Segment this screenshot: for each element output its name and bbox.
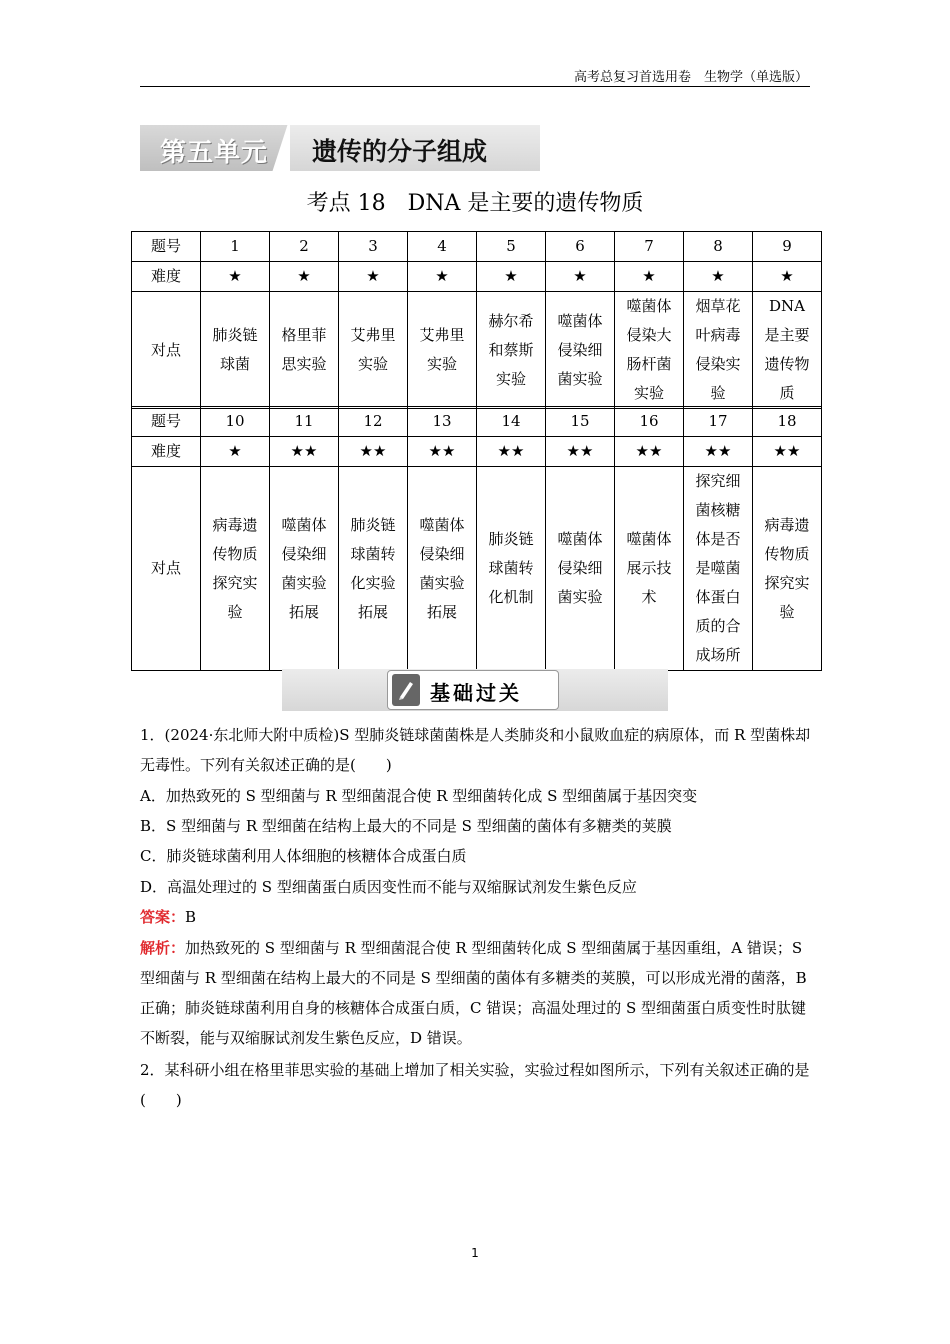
table-cell: 噬菌体侵染细菌实验 — [546, 467, 615, 671]
table-row-difficulty — [132, 437, 822, 467]
question-2-stem: 2．某科研小组在格里菲思实验的基础上增加了相关实验，实验过程如图所示，下列有关叙述正确的是( ) — [140, 1061, 810, 1109]
unit-label: 第五单元 — [160, 138, 269, 168]
answer-label: 答案： — [140, 908, 186, 926]
basic-section-banner — [282, 669, 668, 711]
table-cell: 艾弗里实验 — [408, 292, 477, 409]
star-rating: ★ — [546, 262, 615, 292]
table-cell: DNA是主要遗传物质 — [753, 292, 822, 409]
table-cell: 15 — [546, 407, 615, 437]
table-cell: 18 — [753, 407, 822, 437]
table-cell: 肺炎链球菌转化机制 — [477, 467, 546, 671]
question-1-option-b: B．S 型细菌与 R 型细菌在结构上最大的不同是 S 型细菌的菌体有多糖类的荚膜 — [140, 817, 672, 835]
table-cell: 肺炎链球菌 — [201, 292, 270, 409]
table-cell: 烟草花叶病毒侵染实验 — [684, 292, 753, 409]
analysis-label: 解析： — [140, 939, 186, 957]
row-label: 题号 — [132, 232, 201, 262]
question-1-analysis — [140, 933, 812, 1053]
table-cell: 5 — [477, 232, 546, 262]
star-rating: ★ — [201, 262, 270, 292]
table-cell: 1 — [201, 232, 270, 262]
star-rating: ★★ — [684, 437, 753, 467]
table-row-num — [132, 232, 822, 262]
question-1-option-d: D．高温处理过的 S 型细菌蛋白质因变性而不能与双缩脲试剂发生紫色反应 — [140, 878, 637, 896]
table-cell: 7 — [615, 232, 684, 262]
table-cell: 噬菌体展示技术 — [615, 467, 684, 671]
header-text: 高考总复习首选用卷 生物学（单选版） — [573, 70, 808, 85]
table-cell: 8 — [684, 232, 753, 262]
star-rating: ★★ — [615, 437, 684, 467]
basic-label: 基础过关 — [430, 681, 522, 705]
pencil-icon — [392, 674, 420, 706]
unit-title-box — [290, 125, 540, 171]
basic-label-box — [387, 670, 559, 710]
row-label: 对点 — [132, 292, 201, 409]
table-cell: 13 — [408, 407, 477, 437]
question-1-option-c: C．肺炎链球菌利用人体细胞的核糖体合成蛋白质 — [140, 847, 467, 865]
table-cell: 格里菲思实验 — [270, 292, 339, 409]
table-cell: 6 — [546, 232, 615, 262]
table-cell: 噬菌体侵染细菌实验拓展 — [408, 467, 477, 671]
table-cell: 噬菌体侵染大肠杆菌实验 — [615, 292, 684, 409]
table-cell: 赫尔希和蔡斯实验 — [477, 292, 546, 409]
table-cell: 16 — [615, 407, 684, 437]
table-cell: 4 — [408, 232, 477, 262]
star-rating: ★ — [753, 262, 822, 292]
row-label: 对点 — [132, 467, 201, 671]
question-1-answer — [140, 902, 812, 932]
answer-value: B — [185, 908, 197, 926]
table-row-topic — [132, 292, 822, 409]
table-cell: 11 — [270, 407, 339, 437]
unit-label-box — [140, 125, 290, 171]
row-label: 题号 — [132, 407, 201, 437]
star-rating: ★ — [615, 262, 684, 292]
table-row-num — [132, 407, 822, 437]
table-cell: 病毒遗传物质探究实验 — [201, 467, 270, 671]
table-row-topic — [132, 467, 822, 671]
difficulty-table-1 — [131, 231, 822, 409]
section-title: 考点 18 DNA 是主要的遗传物质 — [306, 191, 644, 216]
table-cell: 14 — [477, 407, 546, 437]
table-cell: 噬菌体侵染细菌实验拓展 — [270, 467, 339, 671]
star-rating: ★★ — [408, 437, 477, 467]
page-header — [140, 64, 810, 87]
table-cell: 探究细菌核糖体是否是噬菌体蛋白质的合成场所 — [684, 467, 753, 671]
star-rating: ★ — [270, 262, 339, 292]
table-cell: 9 — [753, 232, 822, 262]
star-rating: ★★ — [270, 437, 339, 467]
table-cell: 2 — [270, 232, 339, 262]
question-1-option-a: A．加热致死的 S 型细菌与 R 型细菌混合使 R 型细菌转化成 S 型细菌属于基因突变 — [140, 787, 698, 805]
table-cell: 12 — [339, 407, 408, 437]
question-1-stem: 1．(2024·东北师大附中质检)S 型肺炎链球菌菌株是人类肺炎和小鼠败血症的病原体，而 R 型菌株却无毒性。下列有关叙述正确的是( ) — [140, 726, 811, 774]
table-cell: 艾弗里实验 — [339, 292, 408, 409]
star-rating: ★★ — [339, 437, 408, 467]
row-label: 难度 — [132, 262, 201, 292]
star-rating: ★★ — [753, 437, 822, 467]
unit-title: 遗传的分子组成 — [312, 137, 488, 166]
page-number: 1 — [471, 1246, 479, 1260]
star-rating: ★ — [339, 262, 408, 292]
star-rating: ★ — [201, 437, 270, 467]
unit-banner — [140, 125, 540, 173]
table-cell: 噬菌体侵染细菌实验 — [546, 292, 615, 409]
row-label: 难度 — [132, 437, 201, 467]
star-rating: ★ — [477, 262, 546, 292]
table-cell: 3 — [339, 232, 408, 262]
table-row-difficulty — [132, 262, 822, 292]
star-rating: ★ — [408, 262, 477, 292]
table-cell: 病毒遗传物质探究实验 — [753, 467, 822, 671]
star-rating: ★ — [684, 262, 753, 292]
table-cell: 肺炎链球菌转化实验拓展 — [339, 467, 408, 671]
star-rating: ★★ — [546, 437, 615, 467]
analysis-text: 加热致死的 S 型细菌与 R 型细菌混合使 R 型细菌转化成 S 型细菌属于基因重组，A 错误；S 型细菌与 R 型细菌在结构上最大的不同是 S 型细菌的菌体有多糖类的荚膜，可以形成光滑的菌落，B 正确；肺炎链球菌利用自身的核糖体合成蛋白质，C 错误；高温处理过的 S 型细菌蛋白质变性时肽键不断裂，能与双缩脲试剂发生紫色反应，D 错误。 — [140, 939, 807, 1047]
star-rating: ★★ — [477, 437, 546, 467]
table-cell: 10 — [201, 407, 270, 437]
difficulty-table-2 — [131, 406, 822, 671]
table-cell: 17 — [684, 407, 753, 437]
